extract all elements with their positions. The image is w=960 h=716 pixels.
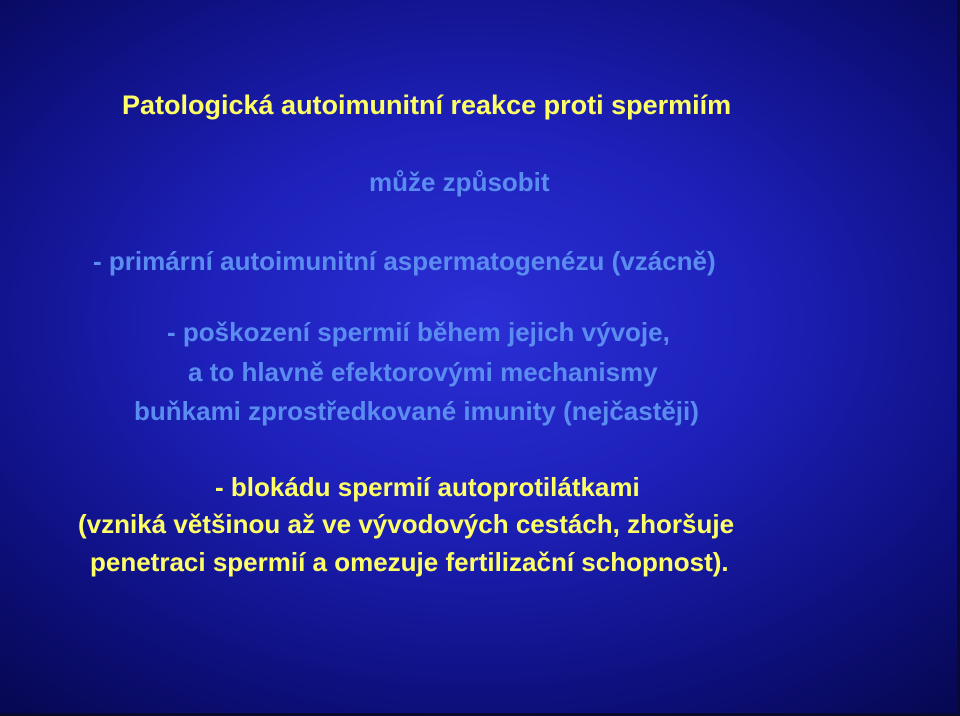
point-blockade-line-3: penetraci spermií a omezuje fertilizační schopnost). (90, 547, 729, 577)
point-damage-line-1: - poškození spermií během jejich vývoje, (167, 317, 670, 347)
point-blockade-line-2: (vzniká většinou až ve vývodových cestách, zhoršuje (78, 509, 735, 539)
point-damage-line-3: buňkami zprostředkované imunity (nejčastěji) (134, 396, 699, 426)
slide-title: Patologická autoimunitní reakce proti spermiím (122, 90, 732, 120)
subtitle: může způsobit (369, 167, 550, 197)
point-blockade-line-1: - blokádu spermií autoprotilátkami (215, 472, 640, 502)
point-damage-line-2: a to hlavně efektorovými mechanismy (188, 357, 658, 387)
point-primary-aspermatogenesis: - primární autoimunitní aspermatogenézu (vzácně) (93, 246, 716, 276)
